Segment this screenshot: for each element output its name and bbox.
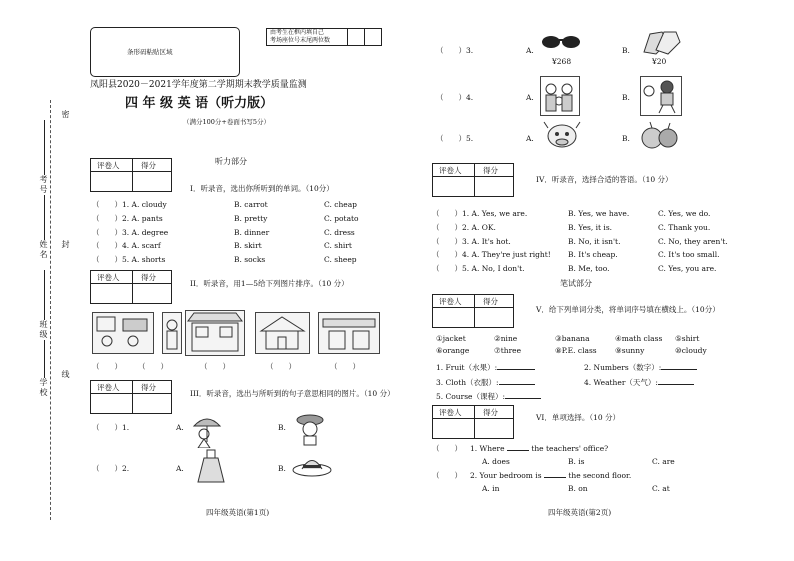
q3-item-3-a: A. [526,46,534,55]
sunglasses-icon [540,32,582,50]
family-icon [541,77,579,115]
word-3: ③banana [555,334,590,343]
q4-item-5[interactable]: （ ）5. A. No, I don't. [432,264,525,273]
q2-bracket-4[interactable]: （ ） [266,362,296,371]
q1-item-4-c: C. shirt [324,241,352,250]
price-a: ¥268 [552,57,572,66]
word-2: ②nine [494,334,518,343]
q3-item-5[interactable]: （ ）5. [436,134,474,143]
q1-item-4[interactable]: （ ）4. A. scarf [92,241,161,250]
grader-box-6: 评卷人 得分 [432,405,514,439]
soccer-kid-icon [641,77,681,115]
q1-item-1-b: B. carrot [234,200,268,209]
q6-item-2[interactable]: （ ） 2. Your bedroom is the second floor. [432,471,632,480]
girl-hat-icon [296,412,324,446]
q3-item-2-a: A. [176,464,184,473]
q3-item-4-b: B. [622,93,630,102]
q2-picture-1 [92,312,154,354]
girl-umbrella-icon [192,414,222,448]
q3-item-4[interactable]: （ ）4. [436,93,474,102]
cat-course[interactable]: 5. Course（课程）: [436,391,541,401]
q1-item-3-c: C. dress [324,228,355,237]
q1-item-5[interactable]: （ ）5. A. shorts [92,255,166,264]
word-9: ⑨sunny [615,346,645,355]
q2-picture-1b [162,312,182,354]
q5-title: V．给下列单词分类，将单词序号填在横线上。（10分） [536,305,720,314]
q4-item-1-b: B. Yes, we have. [568,209,630,218]
kitchen-scene-icon [319,313,379,353]
q6-item-1-b: B. is [568,457,585,466]
q1-item-2[interactable]: （ ）2. A. pants [92,214,163,223]
cat-fruit[interactable]: 1. Fruit（水果）: [436,362,535,372]
score-note: （满分100分+卷面书写5分） [183,118,270,126]
q1-item-5-c: C. sheep [324,255,357,264]
q1-item-1-c: C. cheap [324,200,357,209]
classroom-scene-icon [93,313,153,353]
cat-weather[interactable]: 4. Weather（天气）: [584,377,694,387]
footer-page-1: 四年级英语(第1页) [206,508,270,517]
word-5: ⑤shirt [675,334,700,343]
seat-note-2: 考场座位号末尾两位数 [270,37,331,44]
q3-item-1-b: B. [278,423,286,432]
q3-item-4-a: A. [526,93,534,102]
xingming-line [44,195,45,240]
word-1: ①jacket [436,334,466,343]
q4-item-4[interactable]: （ ）4. A. They're just right! [432,250,551,259]
word-8: ⑧P.E. class [555,346,597,355]
q1-item-3-b: B. dinner [234,228,270,237]
vegetables-icon [640,120,680,152]
q2-bracket-3[interactable]: （ ） [200,362,230,371]
page-title: 四 年 级 英 语（听力版） [125,96,274,111]
q3-title: III．听录音，选出与所听到的句子意思相同的图片。（10 分） [190,389,395,398]
q6-item-1[interactable]: （ ） 1. Where the teachers' office? [432,444,609,453]
seat-number-box [266,28,382,46]
q2-bracket-5[interactable]: （ ） [330,362,360,371]
q3-item-3[interactable]: （ ）3. [436,46,474,55]
sun-hat-icon [292,452,332,478]
cow-icon [542,120,582,152]
soccer-picture [640,76,682,116]
q4-item-1-c: C. Yes, we do. [658,209,711,218]
q4-title: IV．听录音，选择合适的答语。（10 分） [536,175,673,184]
q6-item-2-c: C. at [652,484,670,493]
family-picture [540,76,580,116]
q4-item-3-b: B. No, it isn't. [568,237,621,246]
q1-item-3[interactable]: （ ）3. A. degree [92,228,169,237]
word-6: ⑥orange [436,346,470,355]
q1-item-5-b: B. socks [234,255,266,264]
kaohao-line [44,120,45,175]
margin-xian: 线 [61,370,70,380]
banji-line [44,270,45,320]
barcode-area [90,27,240,77]
q6-item-1-a: A. does [482,457,510,466]
barcode-label: 条形码粘贴区域 [127,48,173,56]
q3-item-2[interactable]: （ ）2. [92,464,130,473]
q4-item-3-c: C. No, they aren't. [658,237,728,246]
q2-picture-2 [185,310,245,356]
grader-box-3: 评卷人 得分 [90,380,172,414]
xuexiao-line [44,340,45,378]
q6-title: VI．单项选择。（10 分） [536,413,621,422]
grader-box-5: 评卷人 得分 [432,294,514,328]
q3-item-1-a: A. [176,423,184,432]
margin-mi: 密 [61,110,70,120]
q4-item-2[interactable]: （ ）2. A. OK. [432,223,496,232]
listening-title: 听力部分 [215,157,247,166]
shop-scene-icon [186,311,244,355]
margin-banji: 班级 [39,320,48,340]
written-title: 笔试部分 [560,279,592,288]
q4-item-2-c: C. Thank you. [658,223,711,232]
grader-box-4: 评卷人 得分 [432,163,514,197]
q4-item-4-b: B. It's cheap. [568,250,618,259]
gloves-icon [640,28,682,56]
q1-title: I．听录音，选出你所听到的单词。（10分） [190,184,334,193]
grader-box-2: 评卷人 得分 [90,270,172,304]
word-4: ④math class [615,334,663,343]
price-b: ¥20 [652,57,667,66]
dress-icon [196,448,226,484]
q4-item-5-c: C. Yes, you are. [658,264,717,273]
word-10: ⑩cloudy [675,346,707,355]
seat-note-1: 由考生在框内填自己 [270,29,325,36]
q6-item-2-a: A. in [482,484,500,493]
q1-item-4-b: B. skirt [234,241,262,250]
binding-line [50,100,51,520]
q6-item-2-b: B. on [568,484,588,493]
margin-kaohao: 考号 [39,175,48,195]
exam-name: 凤阳县2020－2021学年度第二学期期末教学质量监测 [90,80,307,90]
q4-item-2-b: B. Yes, it is. [568,223,613,232]
word-7: ⑦three [494,346,522,355]
q3-item-5-b: B. [622,134,630,143]
cat-cloth[interactable]: 3. Cloth（衣服）: [436,377,535,387]
q2-title: II．听录音，用1—5给下列图片排序。（10 分） [190,279,349,288]
q2-bracket-2[interactable]: （ ） [138,362,168,371]
q2-picture-3 [255,312,310,354]
q1-item-1[interactable]: （ ）1. A. cloudy [92,200,167,209]
q3-item-5-a: A. [526,134,534,143]
q4-item-3[interactable]: （ ）3. A. It's hot. [432,237,511,246]
q3-item-2-b: B. [278,464,286,473]
q1-item-2-c: C. potato [324,214,359,223]
q4-item-4-c: C. It's too small. [658,250,720,259]
margin-xuexiao: 学校 [39,378,48,398]
q3-item-3-b: B. [622,46,630,55]
house-scene-icon [256,313,309,353]
q2-picture-4 [318,312,380,354]
q4-item-5-b: B. Me, too. [568,264,610,273]
q1-item-2-b: B. pretty [234,214,268,223]
grader-box-1: 评卷人 得分 [90,158,172,192]
q4-item-1[interactable]: （ ）1. A. Yes, we are. [432,209,528,218]
margin-feng: 封 [61,240,70,250]
q2-bracket-1[interactable]: （ ） [92,362,122,371]
margin-xingming: 姓名 [39,240,48,260]
q6-item-1-c: C. are [652,457,675,466]
q3-item-1[interactable]: （ ）1. [92,423,130,432]
footer-page-2: 四年级英语(第2页) [548,508,612,517]
cat-numbers[interactable]: 2. Numbers（数字）: [584,362,697,372]
